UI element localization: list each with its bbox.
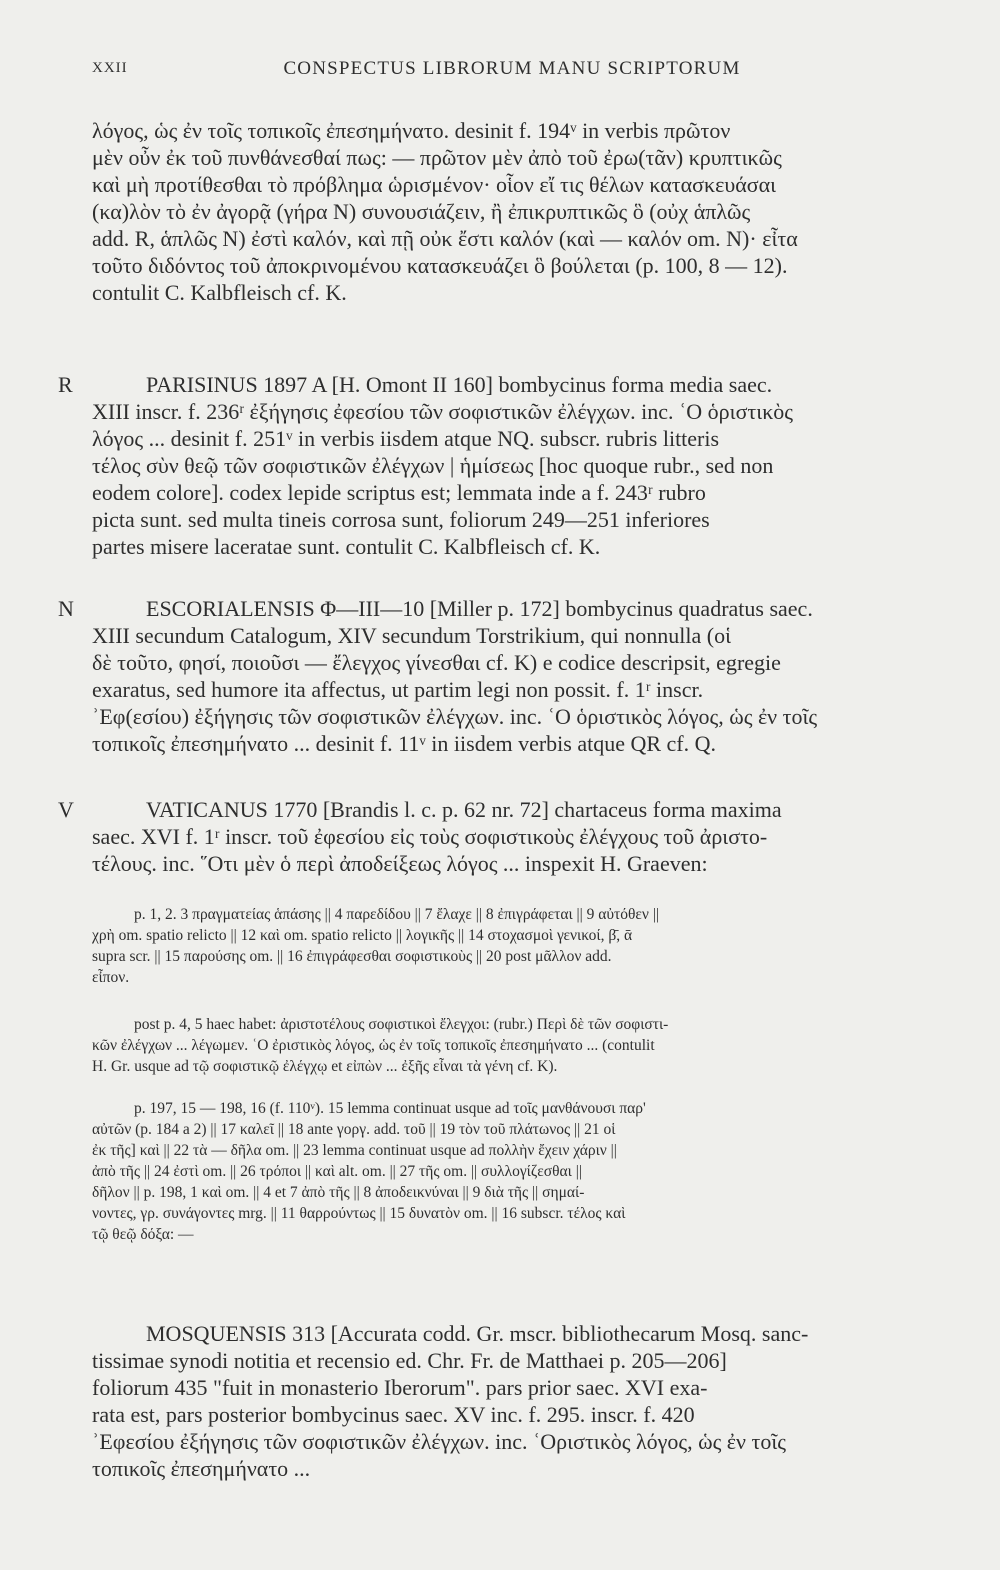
apparatus-line: ἐκ τῆς] καὶ || 22 τὰ — δῆλα om. || 23 lemma continuat usque ad πολλὴν ἔχειν χάριν ||: [92, 1142, 617, 1159]
apparatus-line: ἀπὸ τῆς || 24 ἐστὶ om. || 26 τρόποι || καὶ alt. om. || 27 τῆς om. || συλλογίζεσθαι ||: [92, 1163, 582, 1180]
text-line: τοπικοῖς ἐπεσημήνατο ...: [92, 1456, 311, 1481]
text-line: add. R, ἁπλῶς N) ἐστὶ καλόν, καὶ πῇ οὐκ ἔστι καλόν (καὶ — καλόν om. N)· εἶτα: [92, 226, 798, 251]
text-line: partes misere laceratae sunt. contulit C. Kalbfleisch cf. K.: [92, 534, 601, 559]
text-line: contulit C. Kalbfleisch cf. K.: [92, 280, 347, 305]
text-line: λόγος, ὡς ἐν τοῖς τοπικοῖς ἐπεσημήνατο. desinit f. 194ᵛ in verbis πρῶτον: [92, 118, 731, 143]
page-number: XXII: [92, 60, 128, 76]
apparatus-line: νοντες, γρ. συνάγοντες mrg. || 11 θαρρούντως || 15 δυνατὸν om. || 16 subscr. τέλος καὶ: [92, 1205, 626, 1222]
text-line: τέλος σὺν θεῷ τῶν σοφιστικῶν ἐλέγχων | ἡμίσεως [hoc quoque rubr., sed non: [92, 453, 774, 478]
text-line: XIII inscr. f. 236ʳ ἐξήγησις ἐφεσίου τῶν σοφιστικῶν ἐλέγχων. inc. ʿΟ ὁριστικὸς: [92, 399, 793, 424]
text-line: VATICANUS 1770 [Brandis l. c. p. 62 nr. 72] chartaceus forma maxima: [146, 797, 782, 822]
text-line: τοῦτο διδόντος τοῦ ἀποκρινομένου κατασκευάζει ὃ βούλεται (p. 100, 8 — 12).: [92, 253, 788, 278]
apparatus-line: αὐτῶν (p. 184 a 2) || 17 καλεῖ || 18 ante γοργ. add. τοῦ || 19 τὸν τοῦ πλάτωνος || 21 οἱ: [92, 1121, 616, 1138]
apparatus-line: supra scr. || 15 παρούσης om. || 16 ἐπιγράφεσθαι σοφιστικοὺς || 20 post μᾶλλον add.: [92, 948, 612, 965]
apparatus-line: δῆλον || p. 198, 1 καὶ om. || 4 et 7 ἀπὸ τῆς || 8 ἀποδεικνύναι || 9 διὰ τῆς || σημαί-: [92, 1184, 585, 1201]
siglum-v: V: [58, 797, 74, 822]
siglum-n: N: [58, 596, 74, 621]
text-line: δὲ τοῦτο, φησί, ποιοῦσι — ἔλεγχος γίνεσθαι cf. K) e codice descripsit, egregie: [92, 650, 781, 675]
text-line: τοπικοῖς ἐπεσημήνατο ... desinit f. 11ᵛ in iisdem verbis atque QR cf. Q.: [92, 731, 717, 756]
text-line: foliorum 435 "fuit in monasterio Iberorum". pars prior saec. XVI exa-: [92, 1375, 708, 1400]
apparatus-line: post p. 4, 5 haec habet: ἀριστοτέλους σοφιστικοὶ ἔλεγχοι: (rubr.) Περὶ δὲ τῶν σοφιστι-: [134, 1016, 669, 1033]
text-line: XIII secundum Catalogum, XIV secundum Torstrikium, qui nonnulla (οἱ: [92, 623, 732, 648]
apparatus-line: χρὴ om. spatio relicto || 12 καὶ om. spatio relicto || λογικῆς || 14 στοχασμοὶ γενικοί, β̄, ᾱ: [92, 927, 633, 944]
text-line: τέλους. inc. ῞Οτι μὲν ὁ περὶ ἀποδείξεως λόγος ... inspexit H. Graeven:: [92, 851, 708, 876]
apparatus-line: p. 197, 15 — 198, 16 (f. 110ᵛ). 15 lemma continuat usque ad τοῖς μανθάνουσι παρ': [134, 1100, 646, 1117]
apparatus-line: τῷ θεῷ δόξα: —: [92, 1226, 194, 1243]
apparatus-line: p. 1, 2. 3 πραγματείας ἁπάσης || 4 παρεδίδου || 7 ἔλαχε || 8 ἐπιγράφεται || 9 αὐτόθεν ||: [134, 906, 660, 923]
text-line: saec. XVI f. 1ʳ inscr. τοῦ ἐφεσίου εἰς τοὺς σοφιστικοὺς ἐλέγχους τοῦ ἀριστο-: [92, 824, 768, 849]
text-line: (κα)λὸν τὸ ἐν ἀγορᾷ (γήρα N) συνουσιάζειν, ἢ ἐπικρυπτικῶς ὃ (οὐχ ἁπλῶς: [92, 199, 751, 224]
text-line: picta sunt. sed multa tineis corrosa sunt, foliorum 249—251 inferiores: [92, 507, 710, 532]
apparatus-line: H. Gr. usque ad τῷ σοφιστικῷ ἐλέγχῳ et εἰπὼν ... ἐξῆς εἶναι τὰ γένη cf. K).: [92, 1058, 558, 1075]
page-header: [92, 58, 932, 88]
text-line: rata est, pars posterior bombycinus saec. XV inc. f. 295. inscr. f. 420: [92, 1402, 695, 1427]
text-line: καὶ μὴ προτίθεσθαι τὸ πρόβλημα ὡρισμένον· οἷον εἴ τις θέλων κατασκευάσαι: [92, 172, 777, 197]
text-line: μὲν οὖν ἐκ τοῦ πυνθάνεσθαί πως: — πρῶτον μὲν ἀπὸ τοῦ ἐρω(τᾶν) κρυπτικῶς: [92, 145, 782, 170]
text-line: MOSQUENSIS 313 [Accurata codd. Gr. mscr. bibliothecarum Mosq. sanc-: [146, 1321, 809, 1346]
text-line: λόγος ... desinit f. 251ᵛ in verbis iisdem atque NQ. subscr. rubris litteris: [92, 426, 720, 451]
text-line: ʾΕφ(εσίου) ἐξήγησις τῶν σοφιστικῶν ἐλέγχων. inc. ʿΟ ὁριστικὸς λόγος, ὡς ἐν τοῖς: [92, 704, 818, 729]
apparatus-line: εἶπον.: [92, 969, 130, 986]
siglum-r: R: [58, 372, 73, 397]
text-line: ʾΕφεσίου ἐξήγησις τῶν σοφιστικῶν ἐλέγχων. inc. ʿΟριστικὸς λόγος, ὡς ἐν τοῖς: [92, 1429, 786, 1454]
text-line: eodem colore]. codex lepide scriptus est; lemmata inde a f. 243ʳ rubro: [92, 480, 706, 505]
apparatus-line: κῶν ἐλέγχων ... λέγωμεν. ʿΟ ἐριστικὸς λόγος, ὡς ἐν τοῖς τοπικοῖς ἐπεσημήνατο ... (contulit: [92, 1037, 655, 1054]
text-line: tissimae synodi notitia et recensio ed. Chr. Fr. de Matthaei p. 205—206]: [92, 1348, 727, 1373]
running-title: CONSPECTUS LIBRORUM MANU SCRIPTORUM: [283, 58, 741, 79]
text-line: exaratus, sed humore ita affectus, ut partim legi non possit. f. 1ʳ inscr.: [92, 677, 704, 702]
text-line: ESCORIALENSIS Φ—III—10 [Miller p. 172] bombycinus quadratus saec.: [146, 596, 813, 621]
text-line: PARISINUS 1897 A [H. Omont II 160] bombycinus forma media saec.: [146, 372, 773, 397]
